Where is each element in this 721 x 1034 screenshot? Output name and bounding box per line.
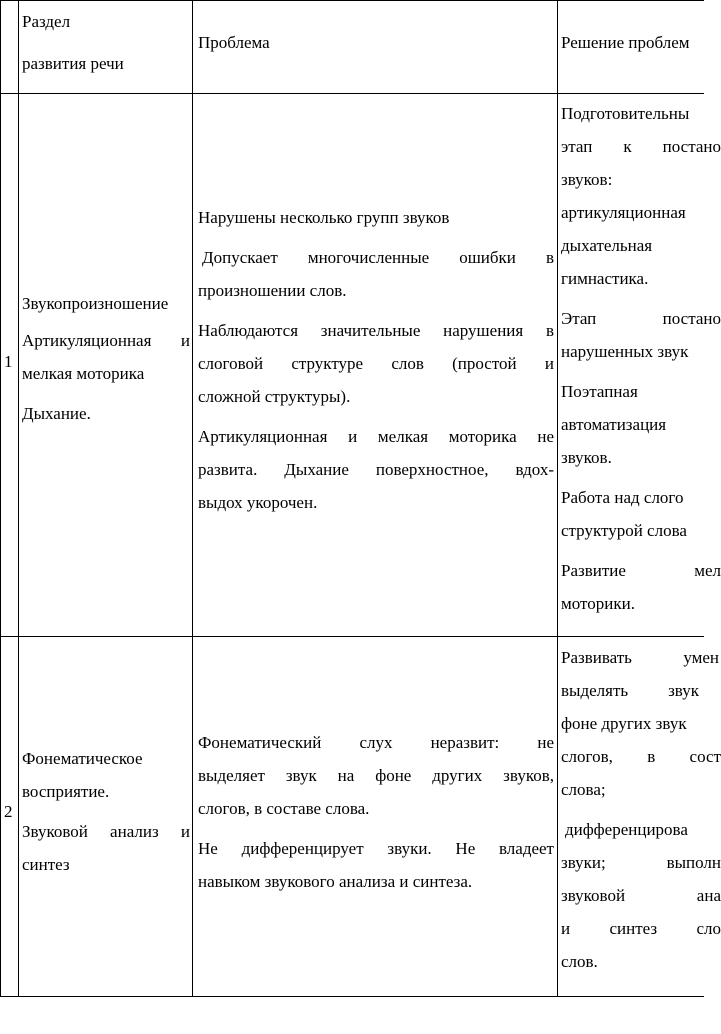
row1-solution-line: Поэтапная	[561, 382, 638, 401]
table-border-col1	[18, 0, 19, 997]
row1-solution-line: гимнастика.	[561, 269, 649, 288]
row1-solution-line: автоматизация	[561, 415, 667, 434]
header-section-cell	[22, 6, 190, 80]
row1-solution-line: нарушенных звук	[561, 342, 689, 361]
row2-solution-line: выделять звук	[561, 681, 699, 700]
table-border-bottom	[0, 996, 704, 997]
row1-solution-line: Работа над слого	[561, 488, 684, 507]
row1-section-cell	[22, 287, 190, 430]
row1-section-line: Дыхание.	[22, 404, 91, 423]
row2-solution-line: звуковой ана	[561, 886, 721, 905]
row1-solution-cell	[561, 97, 721, 620]
table-border-row1	[0, 636, 704, 637]
row2-solution-line: слов.	[561, 952, 598, 971]
row1-section-line: Артикуляционная и	[22, 331, 190, 350]
row1-problem-line: произношении слов.	[198, 281, 347, 300]
row1-section-line: мелкая моторика	[22, 364, 145, 383]
header-problem: Проблема	[198, 33, 270, 52]
row2-solution-line: слогов, в сост	[561, 747, 721, 766]
row2-problem-cell	[198, 726, 554, 898]
row1-solution-line: дыхательная	[561, 236, 653, 255]
row2-solution-line: звуки; выполн	[561, 853, 721, 872]
row2-section-line: Звуковой анализ и	[22, 822, 190, 841]
row1-problem-line: Допускает многочисленные ошибки в	[202, 248, 554, 267]
row1-solution-line: Этап постано	[561, 309, 721, 328]
row2-solution-line: слова;	[561, 780, 606, 799]
row1-solution-line: моторики.	[561, 594, 635, 613]
row1-section-line: Звукопроизношение	[22, 294, 169, 313]
row1-solution-line: звуков.	[561, 448, 612, 467]
row1-problem-line: Артикуляционная и мелкая моторика не	[198, 427, 554, 446]
header-section-line1: Раздел	[22, 12, 71, 31]
row1-solution-line: Развитие мел	[561, 561, 721, 580]
header-section-line2: развития речи	[22, 54, 124, 73]
row2-solution-line: Развивать умен	[561, 648, 719, 667]
row1-problem-line: Наблюдаются значительные нарушения в	[198, 321, 554, 340]
table-border-left	[0, 0, 1, 997]
row2-problem-line: выделяет звук на фоне других звуков,	[198, 766, 554, 785]
row2-solution-cell	[561, 641, 721, 978]
row1-problem-cell	[198, 201, 554, 519]
row1-number: 1	[4, 352, 13, 371]
row2-problem-line: Не дифференцирует звуки. Не владеет	[198, 839, 554, 858]
row1-problem-line: сложной структуры).	[198, 387, 351, 406]
table-border-col2	[192, 0, 193, 997]
row1-problem-line: Нарушены несколько групп звуков	[198, 208, 450, 227]
row1-solution-line: структурой слова	[561, 521, 687, 540]
row1-solution-line: артикуляционная	[561, 203, 686, 222]
row1-solution-line: этап к постано	[561, 137, 721, 156]
row1-solution-line: звуков:	[561, 170, 613, 189]
row2-section-line: синтез	[22, 855, 70, 874]
row2-solution-line: фоне других звук	[561, 714, 687, 733]
row1-problem-line: слоговой структуре слов (простой и	[198, 354, 554, 373]
row2-section-cell	[22, 742, 190, 881]
row2-number: 2	[4, 802, 13, 821]
row1-solution-line: Подготовительны	[561, 104, 690, 123]
row2-problem-line: навыком звукового анализа и синтеза.	[198, 872, 473, 891]
row2-solution-line: и синтез сло	[561, 919, 721, 938]
table-border-col3	[557, 0, 558, 997]
row1-problem-line: развита. Дыхание поверхностное, вдох-	[198, 460, 554, 479]
row2-section-line: Фонематическое	[22, 749, 143, 768]
row2-problem-line: Фонематический слух неразвит: не	[198, 733, 554, 752]
table-border-header	[0, 93, 704, 94]
row2-solution-line: дифференцирова	[565, 820, 688, 839]
row1-problem-line: выдох укорочен.	[198, 493, 318, 512]
header-solution: Решение проблем	[561, 33, 690, 52]
table-border-top	[0, 0, 704, 1]
row2-problem-line: слогов, в составе слова.	[198, 799, 370, 818]
row2-section-line: восприятие.	[22, 782, 110, 801]
